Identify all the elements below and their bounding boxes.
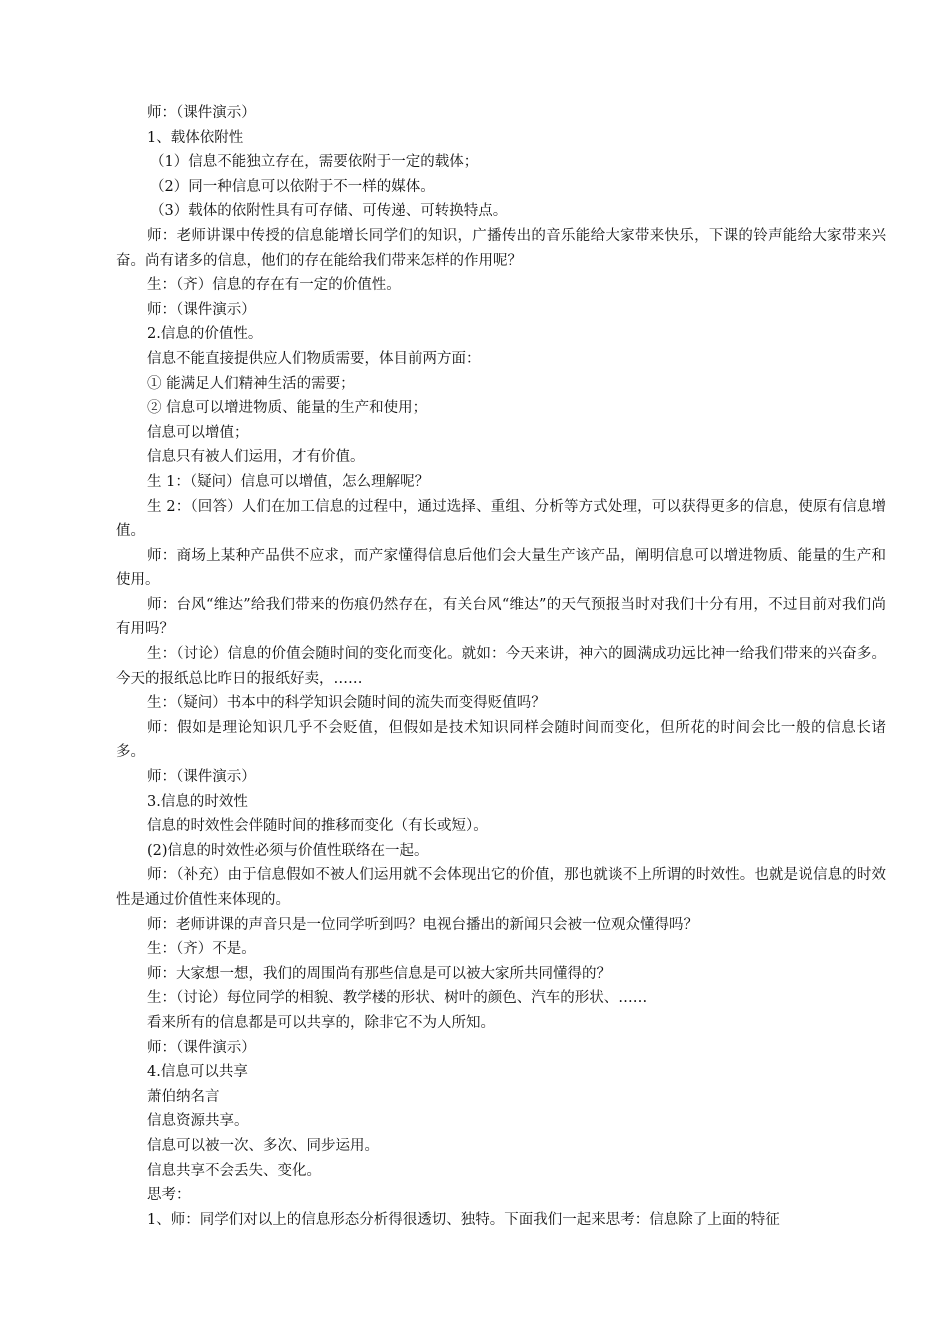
paragraph: 思考： [147,1187,191,1204]
paragraph: 生：（疑问）书本中的科学知识会随时间的流失而变得贬值吗？ [147,695,546,712]
paragraph: 生：（齐）不是。 [147,941,256,958]
paragraph: 生：（讨论）信息的价值会随时间的变化而变化。就如：今天来讲，神六的圆满成功远比神一给我们带来的兴奋多。今天的报纸总比昨日的报纸好卖，…… [116,646,886,687]
paragraph: 师：（课件演示） [147,105,256,121]
paragraph: 师：（课件演示） [147,769,256,786]
paragraph: 信息只有被人们运用，才有价值。 [147,449,365,466]
paragraph: 信息共享不会丢失、变化。 [147,1162,321,1179]
paragraph: (2)信息的时效性必须与价值性联络在一起。 [147,842,429,859]
paragraph: 师：台风“维达”给我们带来的伤痕仍然存在，有关台风“维达”的天气预报当时对我们十分有用，不过目前对我们尚有用吗？ [116,596,886,638]
paragraph: 生：（齐）信息的存在有一定的价值性。 [147,277,401,294]
paragraph: 师：（课件演示） [147,301,256,318]
paragraph: 4.信息可以共享 [147,1064,248,1081]
paragraph: 信息资源共享。 [147,1113,249,1130]
paragraph: （2）同一种信息可以依附于不一样的媒体。 [150,178,435,195]
paragraph: 生 2：（回答）人们在加工信息的过程中，通过选择、重组、分析等方式处理，可以获得更多的信息，使原有信息增值。 [116,498,886,540]
paragraph: ① 能满足人们精神生活的需要； [147,375,355,392]
paragraph: 萧伯纳名言 [147,1088,220,1105]
paragraph: 师：（课件演示） [147,1039,256,1056]
paragraph: 生：（讨论）每位同学的相貌、教学楼的形状、树叶的颜色、汽车的形状、…… [147,990,648,1007]
paragraph: 1、载体依附性 [147,129,244,146]
paragraph: 1、师：同学们对以上的信息形态分析得很透切、独特。下面我们一起来思考：信息除了上面的特征 [147,1211,780,1228]
paragraph: 信息不能直接提供应人们物质需要，体目前两方面： [147,350,481,367]
paragraph: 信息可以被一次、多次、同步运用。 [147,1137,379,1154]
document-body [116,101,886,1232]
paragraph: 师：老师讲课的声音只是一位同学听到吗？电视台播出的新闻只会被一位观众懂得吗？ [147,916,698,933]
paragraph: 师：（补充）由于信息假如不被人们运用就不会体现出它的价值，那也就谈不上所谓的时效性。也就是说信息的时效性是通过价值性来体现的。 [116,867,886,908]
paragraph: 师：大家想一想，我们的周围尚有那些信息是可以被大家所共同懂得的？ [147,965,611,982]
paragraph: （1）信息不能独立存在，需要依附于一定的载体； [150,154,479,171]
paragraph: 生 1：（疑问）信息可以增值，怎么理解呢？ [147,473,430,490]
paragraph: 看来所有的信息都是可以共享的，除非它不为人所知。 [147,1014,495,1031]
paragraph: 信息的时效性会伴随时间的推移而变化（有长或短）。 [147,818,488,835]
paragraph: ② 信息可以增进物质、能量的生产和使用； [147,400,428,417]
paragraph: 师：假如是理论知识几乎不会贬值，但假如是技术知识同样会随时间而变化，但所花的时间会比一般的信息长诸多。 [116,719,886,761]
paragraph: 信息可以增值； [147,424,249,441]
paragraph: （3）载体的依附性具有可存储、可传递、可转换特点。 [150,203,508,220]
paragraph: 师：老师讲课中传授的信息能增长同学们的知识，广播传出的音乐能给大家带来快乐，下课的铃声能给大家带来兴奋。尚有诸多的信息，他们的存在能给我们带来怎样的作用呢？ [116,227,886,269]
paragraph: 师：商场上某种产品供不应求，而产家懂得信息后他们会大量生产该产品，阐明信息可以增进物质、能量的生产和使用。 [116,547,886,589]
paragraph: 3.信息的时效性 [147,793,248,810]
paragraph: 2.信息的价值性。 [147,326,263,343]
